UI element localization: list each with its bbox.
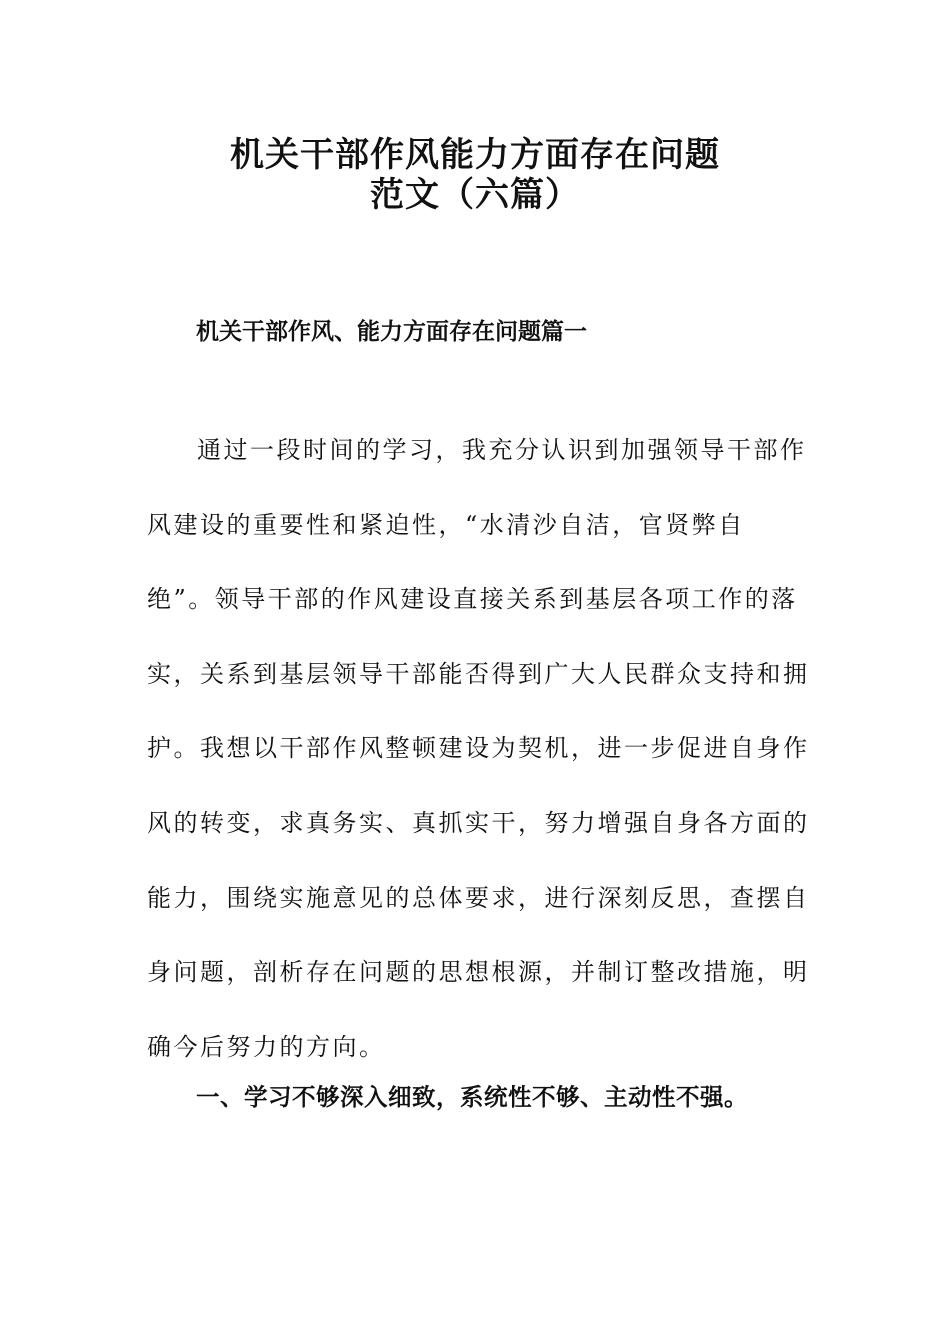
body-paragraph [147, 413, 810, 1084]
document-title-line-2: 范文（六篇） [370, 175, 580, 215]
section-heading: 机关干部作风、能力方面存在问题篇一 [196, 319, 587, 345]
paragraph-line: 护。我想以干部作风整顿建设为契机，进一步促进自身作 [147, 734, 810, 763]
paragraph-line: 风的转变，求真务实、真抓实干，努力增强自身各方面的 [147, 808, 810, 837]
document-title-line-1: 机关干部作风能力方面存在问题 [230, 135, 720, 175]
paragraph-line: 风建设的重要性和紧迫性，“水清沙自洁，官贤弊自 [147, 510, 745, 539]
paragraph-line: 身问题，剖析存在问题的思想根源，并制订整改措施，明 [147, 958, 810, 987]
paragraph-line: 绝”。领导干部的作风建设直接关系到基层各项工作的落 [147, 585, 798, 614]
paragraph-line: 确今后努力的方向。 [147, 1032, 386, 1061]
point-heading: 一、学习不够深入细致，系统性不够、主动性不强。 [196, 1083, 748, 1111]
paragraph-line: 通过一段时间的学习，我充分认识到加强领导干部作 [197, 436, 807, 464]
paragraph-line: 实，关系到基层领导干部能否得到广大人民群众支持和拥 [147, 659, 810, 688]
paragraph-line: 能力，围绕实施意见的总体要求，进行深刻反思，查摆自 [147, 883, 810, 912]
